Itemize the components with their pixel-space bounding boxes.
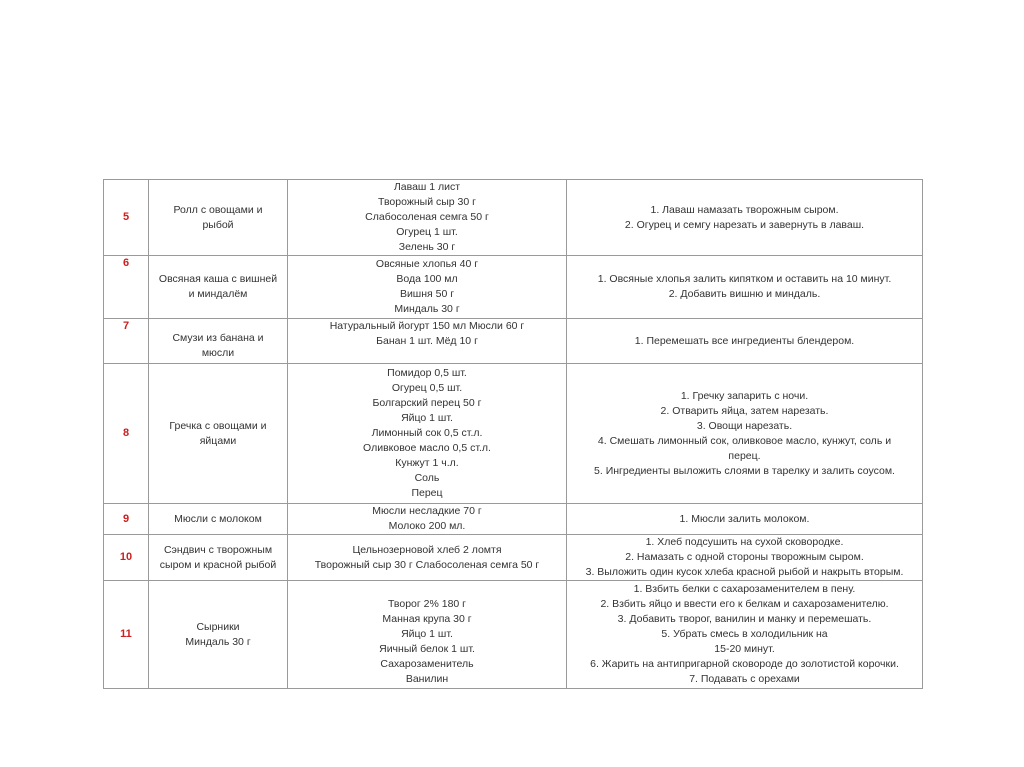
recipe-table [103, 179, 923, 689]
recipe-ingredients: Лаваш 1 лист Творожный сыр 30 г Слабосоленая семга 50 г Огурец 1 шт. Зелень 30 г [288, 180, 567, 256]
recipe-name: Ролл с овощами и рыбой [149, 180, 288, 256]
recipe-number: 8 [104, 364, 149, 504]
recipe-ingredients: Натуральный йогурт 150 мл Мюсли 60 г Банан 1 шт. Мёд 10 г [288, 319, 567, 364]
recipe-steps: 1. Хлеб подсушить на сухой сковородке. 2. Намазать с одной стороны творожным сыром. 3. Выложить один кусок хлеба красной рыбой и накрыть вторым. [567, 535, 923, 581]
table-row [104, 256, 923, 319]
recipe-name: Гречка с овощами и яйцами [149, 364, 288, 504]
recipe-name: Мюсли с молоком [149, 504, 288, 535]
recipe-number: 10 [104, 535, 149, 581]
table-row [104, 581, 923, 689]
recipe-ingredients: Мюсли несладкие 70 г Молоко 200 мл. [288, 504, 567, 535]
recipe-ingredients: Творог 2% 180 г Манная крупа 30 г Яйцо 1 шт. Яичный белок 1 шт. Сахарозаменитель Ванилин [288, 581, 567, 689]
recipe-steps: 1. Лаваш намазать творожным сыром. 2. Огурец и семгу нарезать и завернуть в лаваш. [567, 180, 923, 256]
table-row [104, 504, 923, 535]
recipe-ingredients: Помидор 0,5 шт. Огурец 0,5 шт. Болгарский перец 50 г Яйцо 1 шт. Лимонный сок 0,5 ст.л. Оливковое масло 0,5 ст.л. Кунжут 1 ч.л. Соль Перец [288, 364, 567, 504]
recipe-number: 7 [104, 319, 149, 364]
recipe-steps: 1. Взбить белки с сахарозаменителем в пену. 2. Взбить яйцо и ввести его к белкам и сахарозаменителю. 3. Добавить творог, ванилин и манку и перемешать. 5. Убрать смесь в холодильник на 15-20 минут. 6. Жарить на антипригарной сковороде до золотистой корочки. 7. Подавать с орехами [567, 581, 923, 689]
recipe-name: Сэндвич с творожным сыром и красной рыбой [149, 535, 288, 581]
table-row [104, 180, 923, 256]
recipe-name: Смузи из банана и мюсли [149, 319, 288, 364]
table-row [104, 319, 923, 364]
recipe-ingredients: Цельнозерновой хлеб 2 ломтя Творожный сыр 30 г Слабосоленая семга 50 г [288, 535, 567, 581]
recipe-steps: 1. Мюсли залить молоком. [567, 504, 923, 535]
recipe-steps: 1. Перемешать все ингредиенты блендером. [567, 319, 923, 364]
recipe-number: 11 [104, 581, 149, 689]
recipe-name: Овсяная каша с вишней и миндалём [149, 256, 288, 319]
recipe-number: 5 [104, 180, 149, 256]
recipe-number: 6 [104, 256, 149, 319]
table-row [104, 535, 923, 581]
recipe-steps: 1. Овсяные хлопья залить кипятком и оставить на 10 минут. 2. Добавить вишню и миндаль. [567, 256, 923, 319]
recipe-number: 9 [104, 504, 149, 535]
recipe-steps: 1. Гречку запарить с ночи. 2. Отварить яйца, затем нарезать. 3. Овощи нарезать. 4. Смешать лимонный сок, оливковое масло, кунжут, соль и перец. 5. Ингредиенты выложить слоями в тарелку и залить соусом. [567, 364, 923, 504]
table-row [104, 364, 923, 504]
recipe-ingredients: Овсяные хлопья 40 г Вода 100 мл Вишня 50 г Миндаль 30 г [288, 256, 567, 319]
recipe-name: Сырники Миндаль 30 г [149, 581, 288, 689]
